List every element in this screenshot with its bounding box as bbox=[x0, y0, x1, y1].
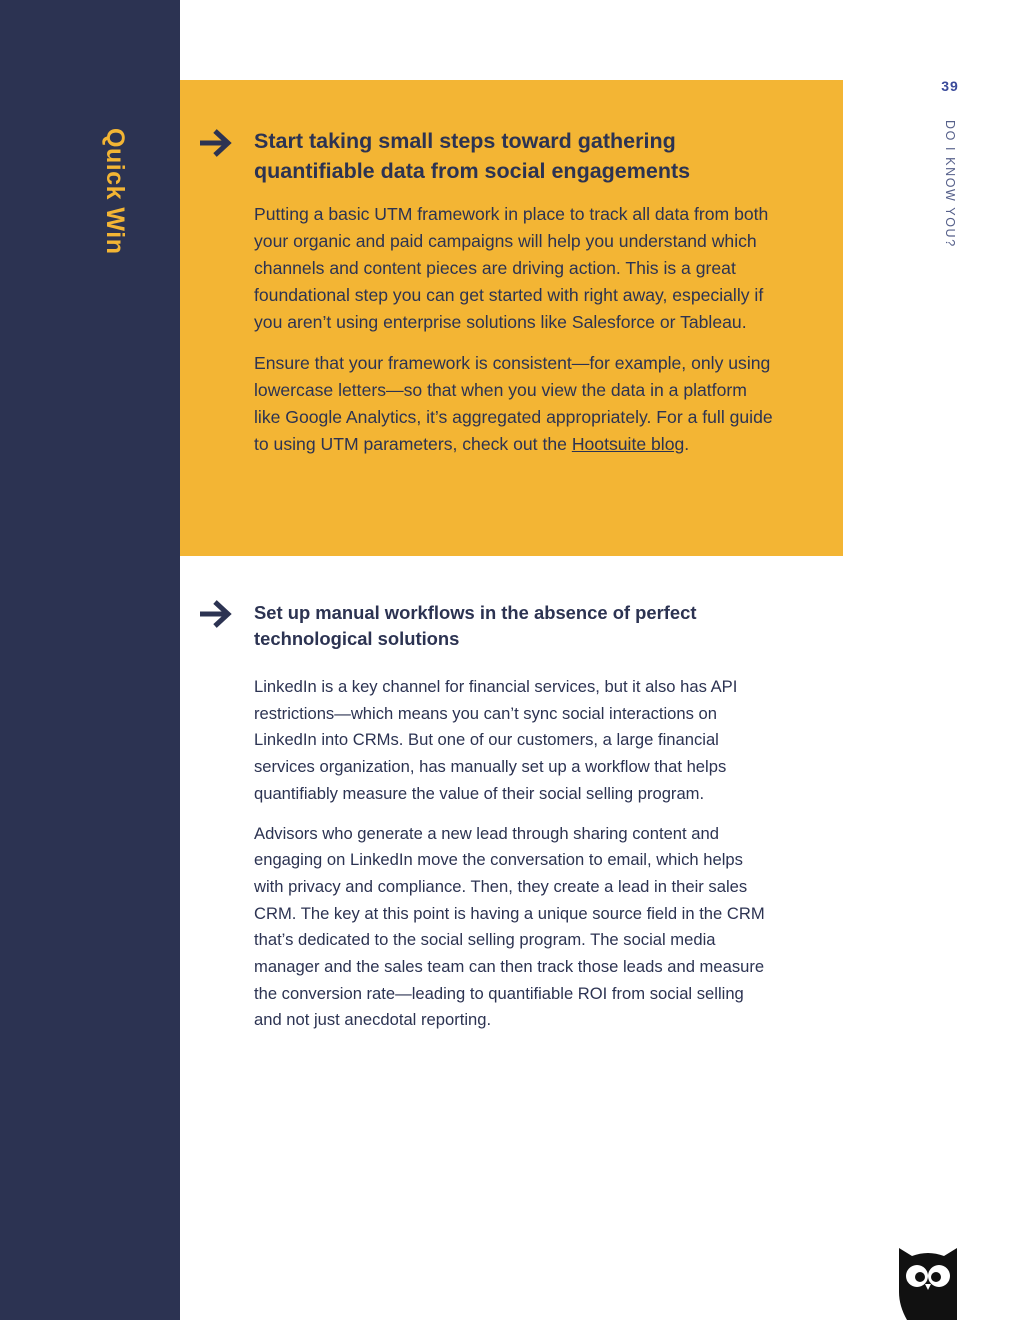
owl-logo-icon bbox=[895, 1248, 961, 1320]
workflow-title: Set up manual workflows in the absence of perfect technological solutions bbox=[254, 602, 697, 649]
workflow-paragraph-2: Advisors who generate a new lead through sharing content and engaging on LinkedIn move the conversation to email, which helps with privacy and compliance. Then, they create a lead in their sales CRM. The key at this point is having a unique source field in the CRM that’s dedicated to the social selling program. The social media manager and the sales team can then track those leads and measure the conversion rate—leading to quantifiable ROI from social selling and not just anecdotal reporting. bbox=[254, 823, 765, 1030]
workflow-paragraph-1: LinkedIn is a key channel for financial services, but it also has API restrictions—which means you can’t sync social interactions on LinkedIn into CRMs. But one of our customers, a large financial services organization, has manually set up a workflow that helps quantifiably measure the value of their social selling program. bbox=[254, 677, 738, 803]
quick-win-title: Start taking small steps toward gathering quantifiable data from social engagements bbox=[254, 129, 691, 183]
quick-win-paragraph-2-text: Ensure that your framework is consistent—for example, only using lowercase letters—so that when you view the data in a platform like Google Analytics, it’s aggregated appropriately. For a full guide to using UTM parameters, check out the bbox=[254, 353, 773, 454]
arrow-right-icon bbox=[198, 129, 232, 157]
quick-win-paragraph-2-end: . bbox=[684, 434, 690, 454]
running-head: DO I KNOW YOU? bbox=[943, 120, 957, 248]
workflow-body bbox=[254, 674, 774, 1034]
sidebar-label: Quick Win bbox=[101, 128, 129, 255]
quick-win-paragraph-1: Putting a basic UTM framework in place to track all data from both your organic and paid campaigns will help you understand which channels and content pieces are driving action. This is a great foundational step you can get started with right away, especially if you aren’t using enterprise solutions like Salesforce or Tableau. bbox=[254, 204, 769, 332]
quick-win-paragraph-2 bbox=[254, 350, 774, 458]
arrow-right-icon bbox=[198, 600, 232, 628]
page-number: 39 bbox=[941, 78, 959, 94]
sidebar bbox=[0, 0, 180, 1320]
quick-win-body bbox=[254, 201, 774, 458]
hootsuite-blog-link[interactable]: Hootsuite blog bbox=[571, 434, 685, 454]
